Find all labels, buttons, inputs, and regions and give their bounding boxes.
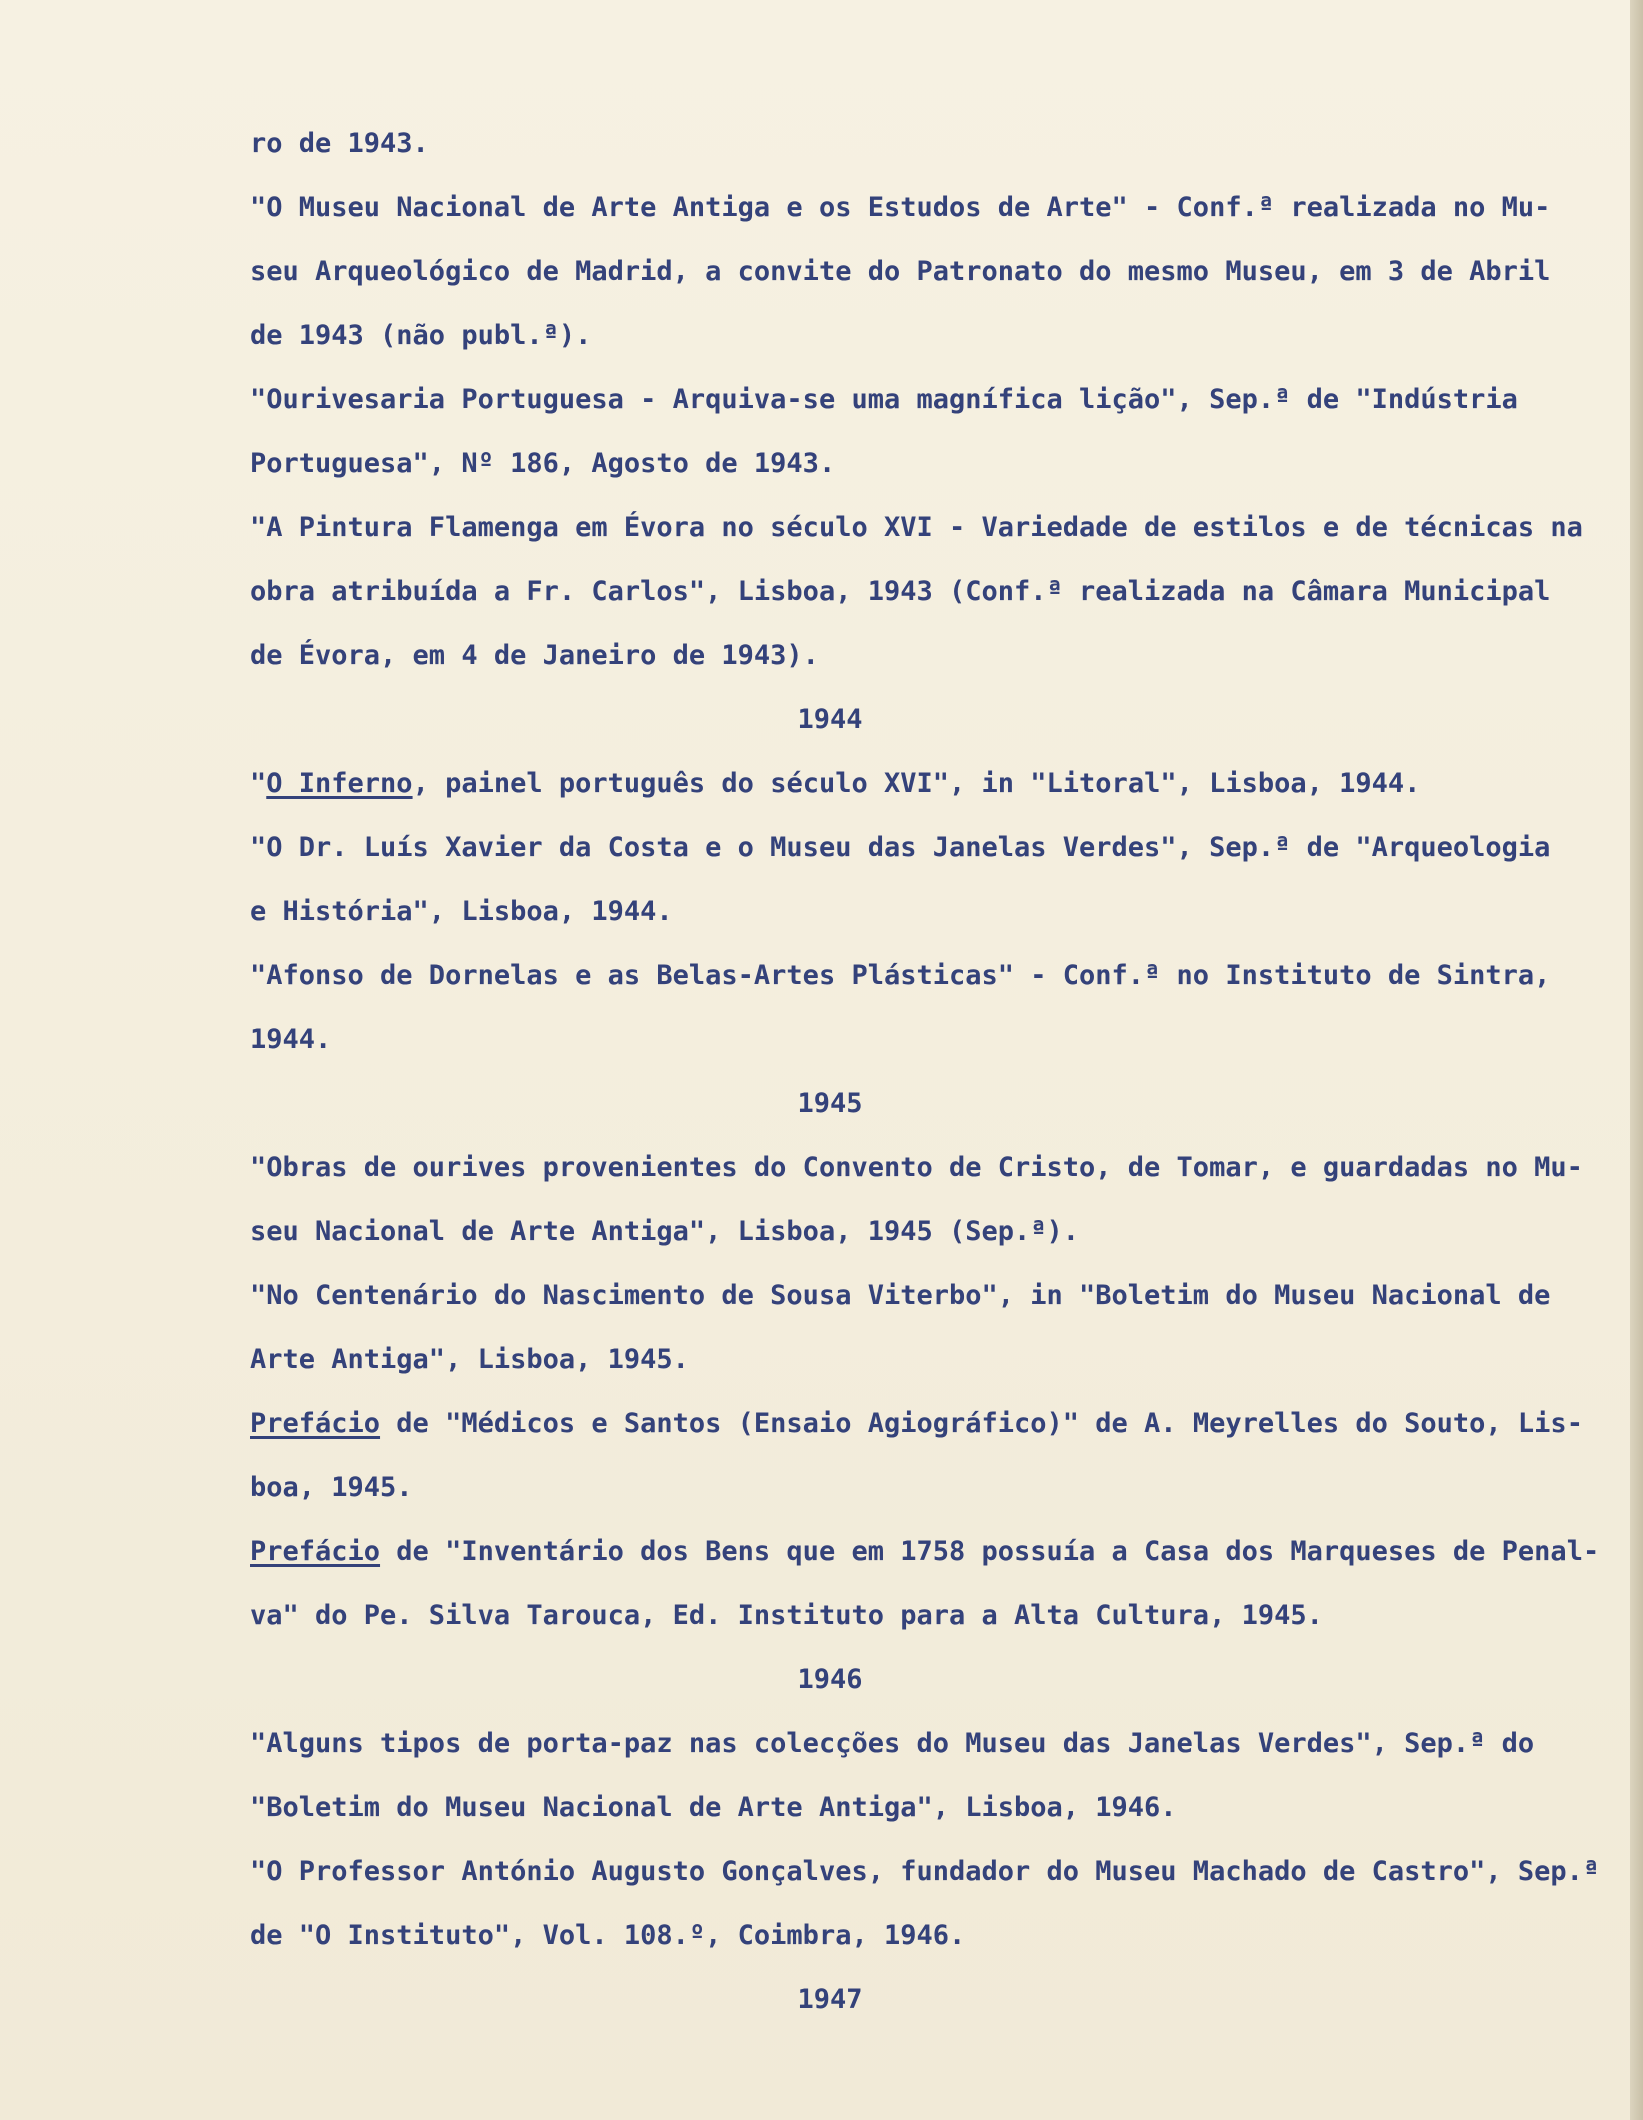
bibliography-line: "No Centenário do Nascimento de Sousa Viterbo", in "Boletim do Museu Nacional de — [250, 1280, 1551, 1311]
bibliography-line: obra atribuída a Fr. Carlos", Lisboa, 1943 (Conf.ª realizada na Câmara Municipal — [250, 576, 1551, 607]
bibliography-line — [250, 1392, 1610, 1456]
bibliography-line: "O Dr. Luís Xavier da Costa e o Museu das Janelas Verdes", Sep.ª de "Arqueologia — [250, 832, 1551, 863]
bibliography-line: de Évora, em 4 de Janeiro de 1943). — [250, 640, 819, 671]
page-edge-shadow — [1630, 0, 1643, 2120]
bibliography-line: "Afonso de Dornelas e as Belas-Artes Plásticas" - Conf.ª no Instituto de Sintra, — [250, 960, 1551, 991]
bibliography-line: seu Arqueológico de Madrid, a convite do Patronato do mesmo Museu, em 3 de Abril — [250, 256, 1551, 287]
bibliography-line: seu Nacional de Arte Antiga", Lisboa, 1945 (Sep.ª). — [250, 1216, 1080, 1247]
bibliography-line: va" do Pe. Silva Tarouca, Ed. Instituto para a Alta Cultura, 1945. — [250, 1600, 1323, 1631]
year-heading: 1946 — [797, 1664, 863, 1695]
bibliography-line: "O Professor António Augusto Gonçalves, fundador do Museu Machado de Castro", Sep.ª — [250, 1856, 1600, 1887]
year-heading: 1945 — [797, 1088, 863, 1119]
bibliography-line: ro de 1943. — [250, 128, 429, 159]
underlined-title: O Inferno — [266, 768, 413, 799]
bibliography-line: boa, 1945. — [250, 1472, 413, 1503]
bibliography-line: 1944. — [250, 1024, 332, 1055]
bibliography-line: "Alguns tipos de porta-paz nas colecções do Museu das Janelas Verdes", Sep.ª do — [250, 1728, 1535, 1759]
bibliography-line: "A Pintura Flamenga em Évora no século XVI - Variedade de estilos e de técnicas na — [250, 512, 1583, 543]
bibliography-line: Arte Antiga", Lisboa, 1945. — [250, 1344, 689, 1375]
line-prefix: " — [250, 768, 267, 799]
bibliography-line: "Boletim do Museu Nacional de Arte Antiga", Lisboa, 1946. — [250, 1792, 1177, 1823]
line-text: de "Médicos e Santos (Ensaio Agiográfico)" de A. Meyrelles do Souto, Lis- — [380, 1408, 1583, 1439]
bibliography-line — [250, 1520, 1610, 1584]
bibliography-line: "O Museu Nacional de Arte Antiga e os Estudos de Arte" - Conf.ª realizada no Mu- — [250, 192, 1551, 223]
bibliography-line: "Obras de ourives provenientes do Convento de Cristo, de Tomar, e guardadas no Mu- — [250, 1152, 1583, 1183]
bibliography-line: e História", Lisboa, 1944. — [250, 896, 673, 927]
line-text: de "Inventário dos Bens que em 1758 possuía a Casa dos Marqueses de Penal- — [380, 1536, 1600, 1567]
line-text: , painel português do século XVI", in "Litoral", Lisboa, 1944. — [412, 768, 1421, 799]
year-heading: 1944 — [797, 704, 863, 735]
bibliography-line: "Ourivesaria Portuguesa - Arquiva-se uma magnífica lição", Sep.ª de "Indústria — [250, 384, 1518, 415]
typed-bibliography — [250, 112, 1610, 2032]
underlined-title: Prefácio — [250, 1536, 381, 1567]
bibliography-line — [250, 752, 1610, 816]
bibliography-line: de 1943 (não publ.ª). — [250, 320, 592, 351]
bibliography-line: Portuguesa", Nº 186, Agosto de 1943. — [250, 448, 836, 479]
bibliography-line: de "O Instituto", Vol. 108.º, Coimbra, 1946. — [250, 1920, 966, 1951]
underlined-title: Prefácio — [250, 1408, 381, 1439]
year-heading: 1947 — [797, 1984, 863, 2015]
